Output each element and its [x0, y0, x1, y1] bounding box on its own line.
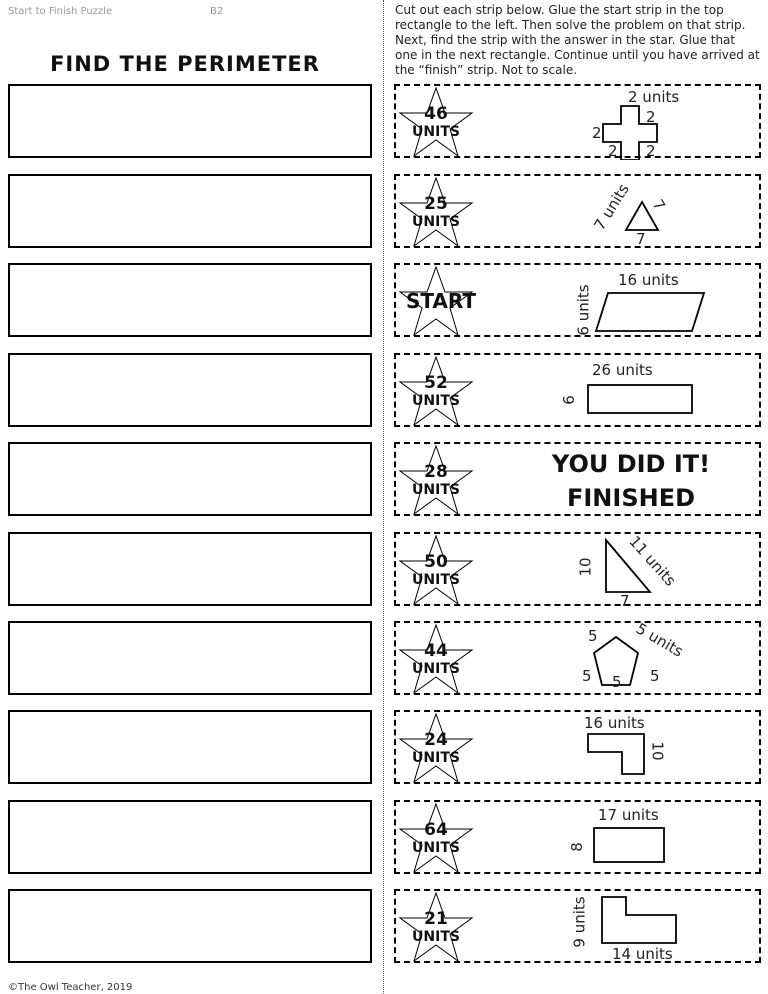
star-answer-number: 28: [424, 462, 448, 482]
answer-box-1: [8, 84, 372, 158]
star-answer-number: 46: [424, 104, 448, 124]
answer-box-7: [8, 621, 372, 695]
puzzle-strip-finish: [394, 442, 761, 516]
star-answer-units: UNITS: [412, 214, 460, 230]
answer-box-9: [8, 800, 372, 874]
star-icon: [396, 712, 476, 786]
instructions-text: Cut out each strip below. Glue the start strip in the top rectangle to the left. Then solve the problem on that strip. Next, find the strip with the answer in the star. Glue that one in the next rectangle. Continue until you have arrived at the “finish” strip. Not to scale.: [395, 3, 760, 77]
answer-box-5: [8, 442, 372, 516]
puzzle-strip: [394, 800, 761, 874]
cross-shape-figure: [546, 86, 761, 160]
star-icon: [396, 444, 476, 518]
dimension-label: 5: [588, 627, 598, 645]
star-answer-number: 25: [424, 194, 448, 214]
worksheet-series-label: Start to Finish Puzzle: [8, 6, 113, 17]
rectangle-figure: [546, 802, 761, 876]
dimension-label: 26 units: [592, 361, 653, 379]
puzzle-strip: [394, 263, 761, 337]
dimension-label: 7: [648, 196, 669, 214]
star-answer-units: UNITS: [412, 124, 460, 140]
star-answer-number: 64: [424, 820, 448, 840]
dimension-label: 5 units: [632, 619, 687, 661]
star-answer-units: UNITS: [412, 572, 460, 588]
dimension-label: 2: [608, 142, 618, 160]
dimension-label: 17 units: [598, 806, 659, 824]
l-shape-figure: [546, 891, 761, 965]
star-icon: [396, 623, 476, 697]
star-icon: [396, 176, 476, 250]
star-answer-number: 50: [424, 552, 448, 572]
answer-box-3: [8, 263, 372, 337]
dimension-label: 2: [646, 108, 656, 126]
star-icon: [396, 355, 476, 429]
star-answer-number: 24: [424, 730, 448, 750]
answer-box-2: [8, 174, 372, 248]
puzzle-strip: [394, 84, 761, 158]
dimension-label: 11 units: [625, 532, 680, 590]
star-answer-units: UNITS: [412, 929, 460, 945]
star-answer-units: UNITS: [412, 661, 460, 677]
star-icon: [396, 534, 476, 608]
star-answer-units: UNITS: [412, 482, 460, 498]
star-icon: [396, 86, 476, 160]
dimension-label: 5: [582, 667, 592, 685]
dimension-label: 7 units: [590, 180, 633, 234]
puzzle-strip: [394, 174, 761, 248]
dimension-label: 7: [636, 230, 646, 248]
pentagon-figure: [546, 619, 761, 697]
finish-subheading: FINISHED: [566, 484, 696, 512]
dimension-label: 14 units: [612, 945, 673, 963]
answer-box-4: [8, 353, 372, 427]
star-answer-number: 52: [424, 373, 448, 393]
dimension-label: 6: [559, 395, 578, 405]
answer-box-10: [8, 889, 372, 963]
answer-box-6: [8, 532, 372, 606]
star-icon: [396, 265, 476, 339]
dimension-label: 16 units: [618, 271, 679, 289]
dimension-label: 2: [646, 142, 656, 160]
dimension-label: 5: [650, 667, 660, 685]
dimension-label: 10: [648, 741, 667, 761]
puzzle-strip: [394, 621, 761, 695]
star-answer-number: 21: [424, 909, 448, 929]
star-answer-units: UNITS: [412, 840, 460, 856]
puzzle-strip: [394, 353, 761, 427]
dimension-label: 6 units: [574, 284, 593, 336]
dimension-label: 2 units: [628, 88, 680, 106]
dimension-label: 5: [612, 673, 622, 691]
puzzle-strip: [394, 889, 761, 963]
dimension-label: 10: [576, 557, 595, 577]
star-answer-units: UNITS: [412, 750, 460, 766]
puzzle-strip: [394, 532, 761, 610]
copyright-footer: ©The Owl Teacher, 2019: [8, 982, 133, 993]
triangle-figure: [546, 176, 761, 250]
dimension-label: 9 units: [570, 896, 589, 948]
l-shape-figure: [546, 712, 761, 786]
parallelogram-figure: [546, 265, 761, 339]
dimension-label: 7: [620, 592, 630, 610]
star-icon: [396, 802, 476, 876]
start-label: START: [405, 289, 477, 313]
dimension-label: 8: [567, 842, 586, 852]
page-title: FIND THE PERIMETER: [50, 52, 320, 76]
star-icon: [396, 891, 476, 965]
worksheet-code: B2: [210, 6, 224, 17]
dimension-label: 16 units: [584, 714, 645, 732]
rectangle-figure: [546, 355, 761, 429]
dimension-label: 2: [592, 124, 602, 142]
star-answer-units: UNITS: [412, 393, 460, 409]
right-triangle-figure: [546, 534, 761, 608]
finish-heading: YOU DID IT!: [551, 450, 711, 478]
cut-line: [383, 0, 384, 994]
answer-box-8: [8, 710, 372, 784]
star-answer-number: 44: [424, 641, 448, 661]
puzzle-strip: [394, 710, 761, 784]
